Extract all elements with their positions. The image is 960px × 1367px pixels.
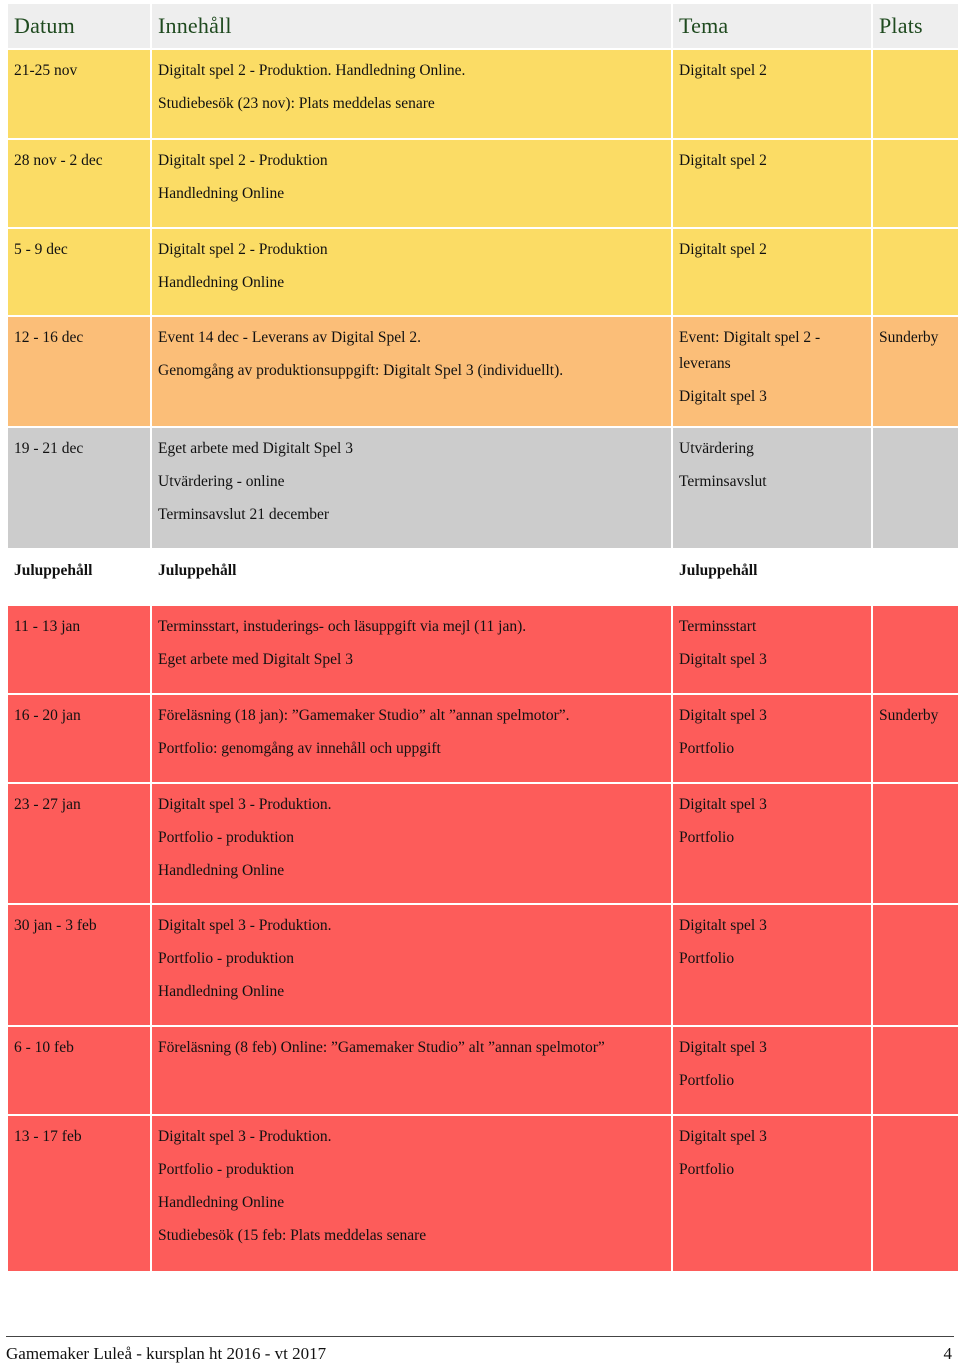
cell-tema <box>673 905 871 1025</box>
cell-tema <box>673 229 871 315</box>
innehall-line: Eget arbete med Digitalt Spel 3 <box>158 440 353 457</box>
cell-plats <box>873 1116 958 1271</box>
datum-text: 16 - 20 jan <box>14 707 81 724</box>
tema-line: Utvärdering <box>679 440 754 457</box>
innehall-line: Terminsavslut 21 december <box>158 506 330 523</box>
cell-datum <box>8 140 150 227</box>
cell-datum <box>8 229 150 315</box>
table-header-row <box>8 4 958 48</box>
cell-innehall <box>152 784 671 903</box>
cell-plats <box>873 606 958 693</box>
innehall-line: Digitalt spel 2 - Produktion <box>158 241 328 258</box>
cell-plats <box>873 695 958 782</box>
datum-text: 30 jan - 3 feb <box>14 917 97 934</box>
innehall-line: Portfolio - produktion <box>158 1161 295 1178</box>
tema-line: Terminsstart <box>679 618 757 635</box>
innehall-line: Digitalt spel 3 - Produktion. <box>158 1128 332 1145</box>
cell-plats <box>873 140 958 227</box>
innehall-line: Utvärdering - online <box>158 473 285 490</box>
cell-innehall <box>152 428 671 548</box>
innehall-line: Handledning Online <box>158 274 285 291</box>
cell-innehall <box>152 317 671 426</box>
tema-line: Portfolio <box>679 740 735 757</box>
datum-text: 23 - 27 jan <box>14 796 81 813</box>
cell-tema <box>673 1116 871 1271</box>
innehall-line: Portfolio - produktion <box>158 950 295 967</box>
cell-tema <box>673 50 871 138</box>
tema-line: Digitalt spel 3 <box>679 1128 767 1145</box>
table-row <box>8 905 958 1025</box>
cell-datum <box>8 1027 150 1114</box>
schedule-table <box>6 2 960 1273</box>
innehall-line: Digitalt spel 3 - Produktion. <box>158 796 332 813</box>
innehall-line: Föreläsning (8 feb) Online: ”Gamemaker Studio” alt ”annan spelmotor” <box>158 1039 605 1056</box>
cell-datum <box>8 50 150 138</box>
plats-text: Sunderby <box>879 707 939 724</box>
table-row <box>8 50 958 138</box>
cell-datum <box>8 905 150 1025</box>
cell-datum <box>8 1116 150 1271</box>
cell-tema <box>673 784 871 903</box>
table-row <box>8 550 958 604</box>
tema-line: Terminsavslut <box>679 473 767 490</box>
tema-line: Digitalt spel 2 <box>679 152 767 169</box>
cell-innehall <box>152 140 671 227</box>
tema-line: Juluppehåll <box>679 562 758 579</box>
cell-tema <box>673 606 871 693</box>
cell-plats <box>873 229 958 315</box>
cell-tema <box>673 550 871 604</box>
cell-datum <box>8 428 150 548</box>
innehall-line: Digitalt spel 3 - Produktion. <box>158 917 332 934</box>
tema-line: Digitalt spel 3 <box>679 796 767 813</box>
tema-line: Digitalt spel 3 <box>679 651 767 668</box>
tema-line: Digitalt spel 2 <box>679 241 767 258</box>
innehall-line: Portfolio: genomgång av innehåll och uppgift <box>158 740 441 757</box>
datum-text: 21-25 nov <box>14 62 78 79</box>
cell-datum <box>8 606 150 693</box>
innehall-line: Studiebesök (15 feb: Plats meddelas senare <box>158 1227 427 1244</box>
footer-title: Gamemaker Luleå - kursplan ht 2016 - vt 2017 <box>6 1344 327 1363</box>
datum-text: 13 - 17 feb <box>14 1128 82 1145</box>
innehall-line: Handledning Online <box>158 862 285 879</box>
innehall-line: Föreläsning (18 jan): ”Gamemaker Studio” alt ”annan spelmotor”. <box>158 707 570 724</box>
innehall-line: Terminsstart, instuderings- och läsuppgift via mejl (11 jan). <box>158 618 527 635</box>
cell-innehall <box>152 1116 671 1271</box>
innehall-line: Studiebesök (23 nov): Plats meddelas senare <box>158 95 435 112</box>
innehall-line: Event 14 dec - Leverans av Digital Spel 2. <box>158 329 421 346</box>
innehall-line: Eget arbete med Digitalt Spel 3 <box>158 651 353 668</box>
schedule-body <box>8 50 958 1271</box>
header-datum: Datum <box>8 4 150 48</box>
tema-line: Portfolio <box>679 950 735 967</box>
tema-line: Digitalt spel 2 <box>679 62 767 79</box>
cell-tema <box>673 428 871 548</box>
innehall-line: Handledning Online <box>158 185 285 202</box>
cell-tema <box>673 695 871 782</box>
cell-plats <box>873 784 958 903</box>
cell-innehall <box>152 905 671 1025</box>
table-row <box>8 1116 958 1271</box>
tema-line: Digitalt spel 3 <box>679 1039 767 1056</box>
cell-datum <box>8 550 150 604</box>
tema-line: Portfolio <box>679 829 735 846</box>
table-row <box>8 140 958 227</box>
cell-datum <box>8 695 150 782</box>
innehall-line: Juluppehåll <box>158 562 237 579</box>
table-row <box>8 428 958 548</box>
page-number: 4 <box>943 1344 952 1363</box>
cell-innehall <box>152 550 671 604</box>
cell-plats <box>873 50 958 138</box>
cell-innehall <box>152 695 671 782</box>
cell-innehall <box>152 50 671 138</box>
tema-line: Digitalt spel 3 <box>679 707 767 724</box>
cell-innehall <box>152 606 671 693</box>
table-row <box>8 1027 958 1114</box>
cell-innehall <box>152 229 671 315</box>
innehall-line: Genomgång av produktionsuppgift: Digitalt Spel 3 (individuellt). <box>158 362 564 379</box>
cell-plats <box>873 905 958 1025</box>
table-row <box>8 229 958 315</box>
tema-line: Portfolio <box>679 1161 735 1178</box>
table-row <box>8 606 958 693</box>
tema-line: Digitalt spel 3 <box>679 917 767 934</box>
innehall-line: Portfolio - produktion <box>158 829 295 846</box>
innehall-line: Handledning Online <box>158 1194 285 1211</box>
table-row <box>8 695 958 782</box>
cell-datum <box>8 784 150 903</box>
datum-text: 11 - 13 jan <box>14 618 81 635</box>
cell-plats <box>873 1027 958 1114</box>
datum-text: 5 - 9 dec <box>14 241 68 258</box>
cell-datum <box>8 317 150 426</box>
cell-plats <box>873 550 958 604</box>
footer-divider <box>6 1336 954 1337</box>
datum-text: 19 - 21 dec <box>14 440 84 457</box>
table-row <box>8 317 958 426</box>
datum-text: Juluppehåll <box>14 562 93 579</box>
header-tema: Tema <box>673 4 871 48</box>
innehall-line: Digitalt spel 2 - Produktion <box>158 152 328 169</box>
innehall-line: Digitalt spel 2 - Produktion. Handledning Online. <box>158 62 466 79</box>
cell-plats <box>873 317 958 426</box>
plats-text: Sunderby <box>879 329 939 346</box>
cell-tema <box>673 140 871 227</box>
tema-line: Digitalt spel 3 <box>679 388 767 405</box>
table-row <box>8 784 958 903</box>
header-innehall: Innehåll <box>152 4 671 48</box>
tema-line: Event: Digitalt spel 2 - leverans <box>679 329 821 372</box>
cell-tema <box>673 1027 871 1114</box>
tema-line: Portfolio <box>679 1072 735 1089</box>
cell-innehall <box>152 1027 671 1114</box>
datum-text: 12 - 16 dec <box>14 329 84 346</box>
datum-text: 6 - 10 feb <box>14 1039 74 1056</box>
header-plats: Plats <box>873 4 958 48</box>
cell-tema <box>673 317 871 426</box>
innehall-line: Handledning Online <box>158 983 285 1000</box>
cell-plats <box>873 428 958 548</box>
datum-text: 28 nov - 2 dec <box>14 152 103 169</box>
